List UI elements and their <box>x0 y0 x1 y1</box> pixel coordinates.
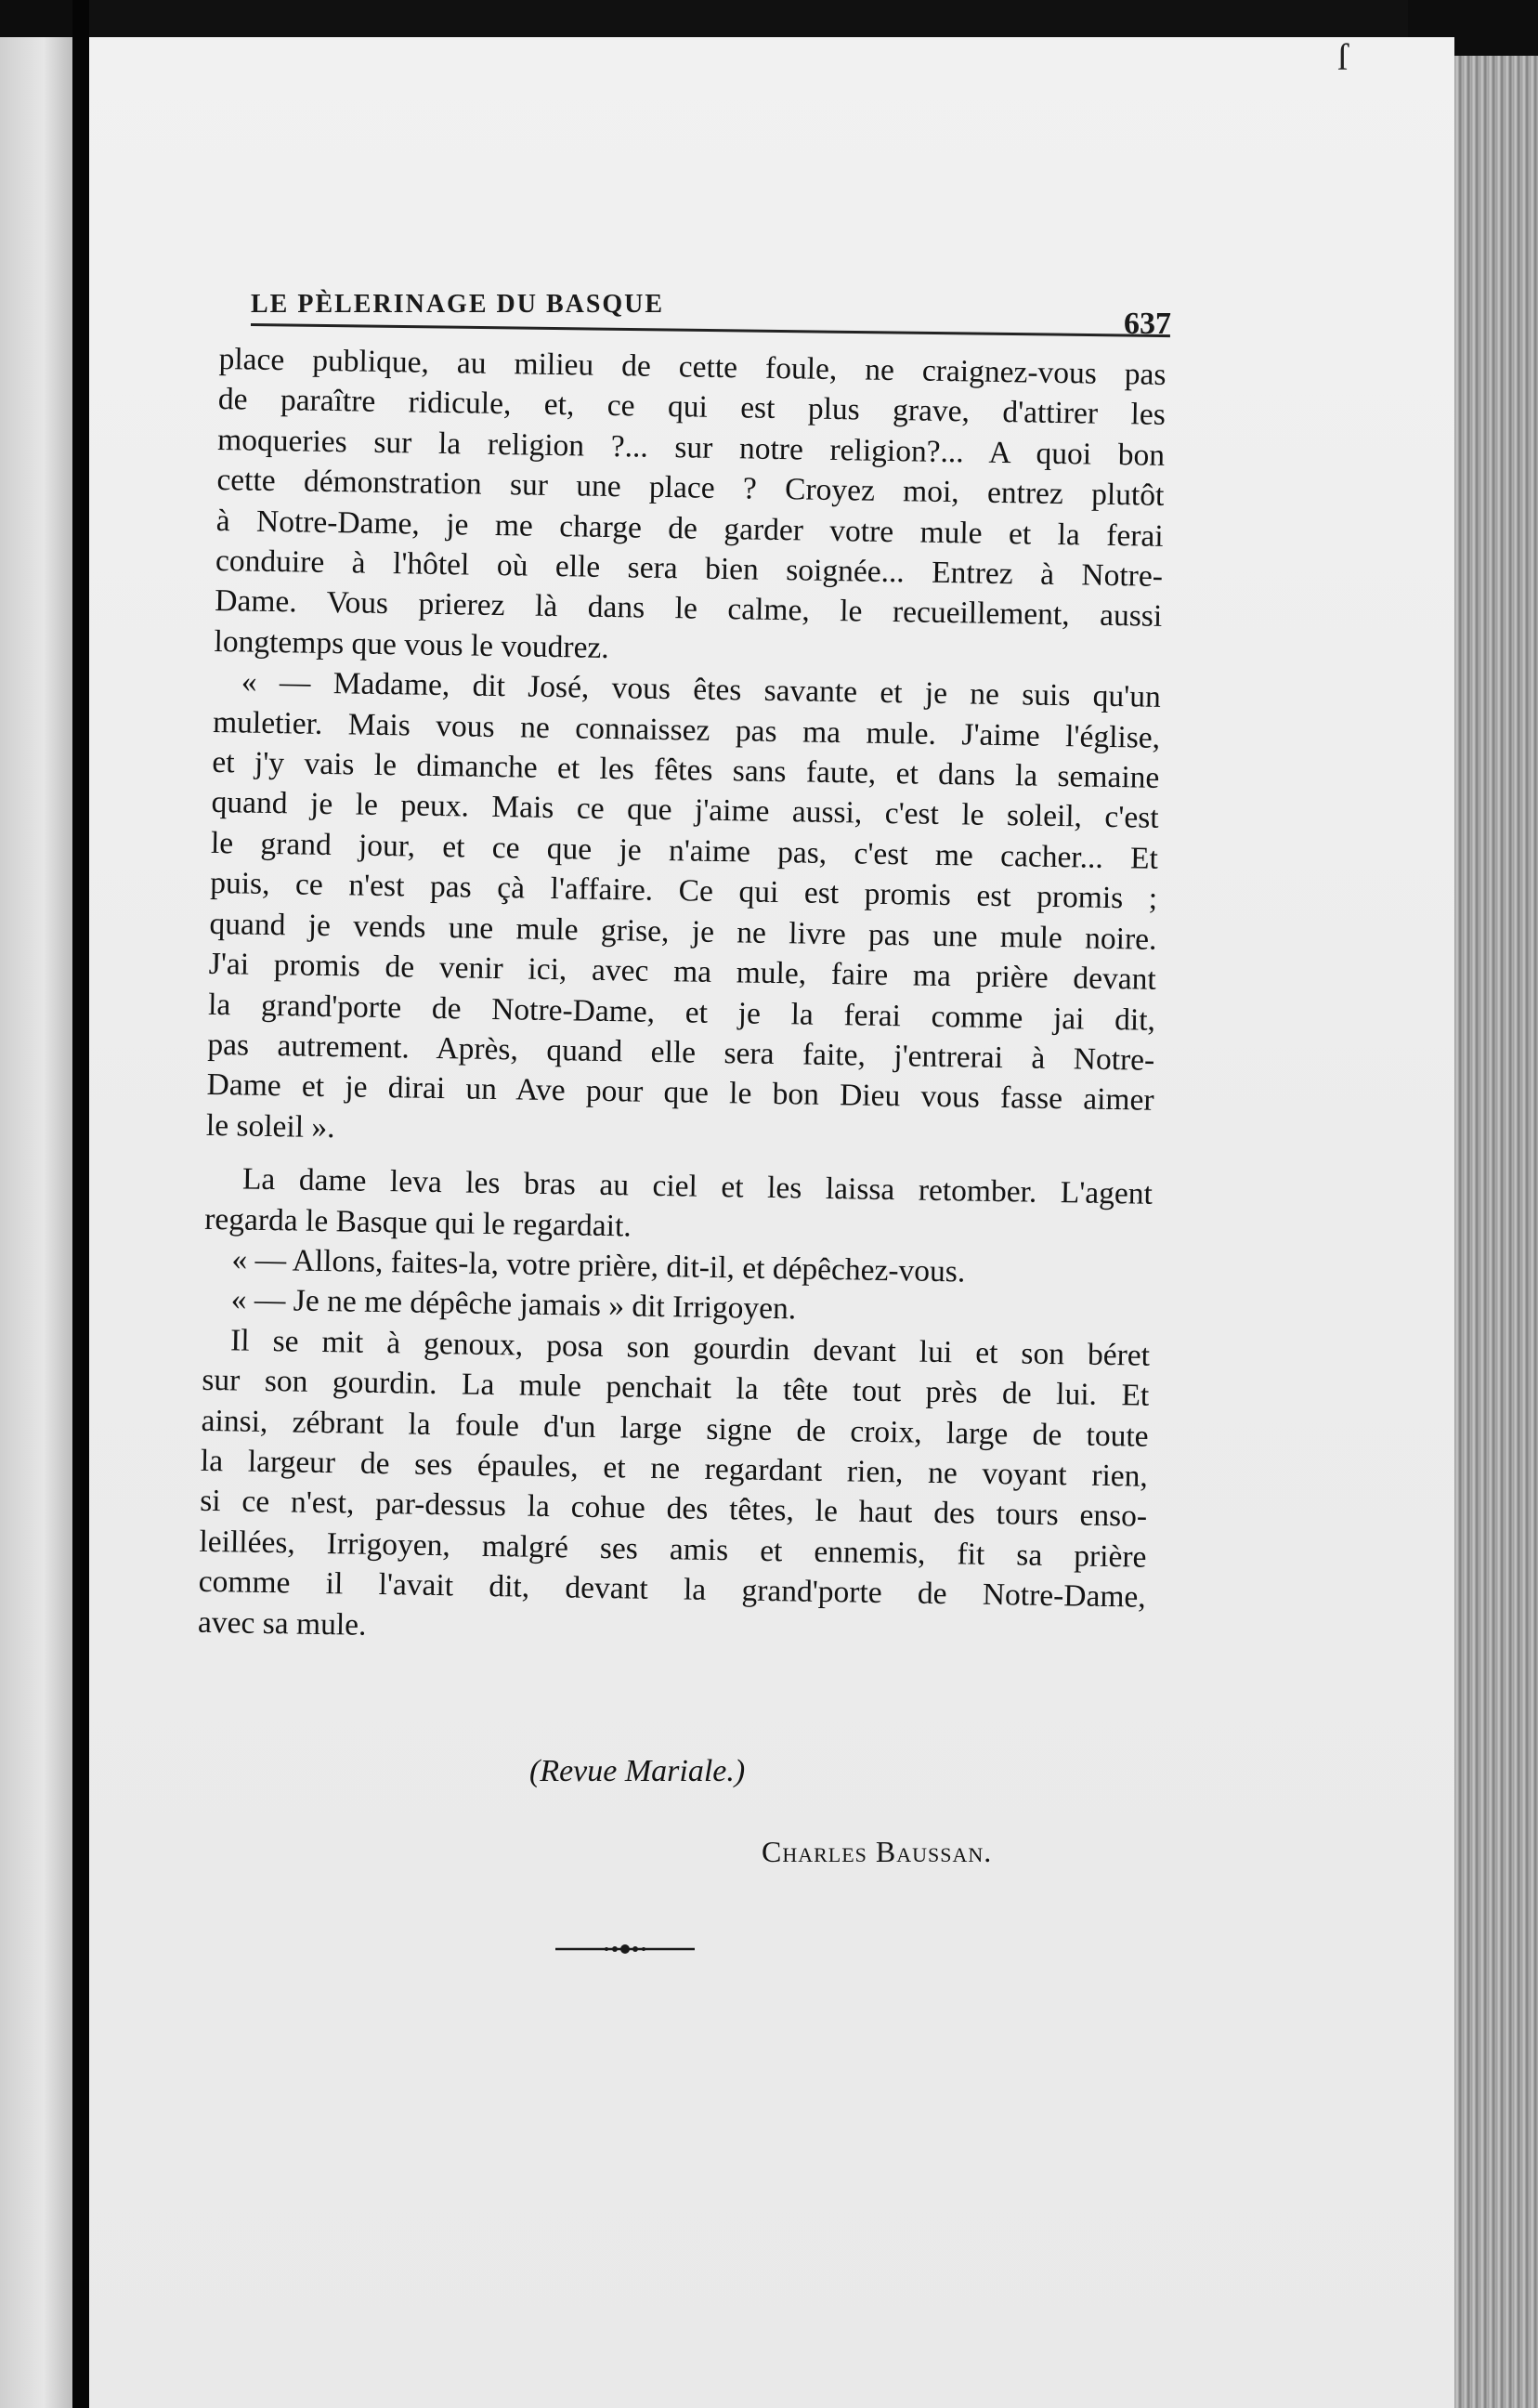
scan-border <box>89 0 1408 41</box>
text-line: Dame et je dirai un Ave pour que le bon Dieu vous fasse aimer <box>206 1067 1154 1119</box>
page-number: 637 <box>1124 307 1171 341</box>
text-line: Dame. Vous prierez là dans le calme, le recueillement, aussi <box>215 583 1163 635</box>
text-line: comme il l'avait dit, devant la grand'porte de Notre-Dame, <box>198 1564 1146 1615</box>
text-line: « — Allons, faites-la, votre prière, dit-il, et dépêchez-vous. <box>231 1242 966 1289</box>
text-line: avec sa mule. <box>197 1604 367 1642</box>
text-line: à Notre-Dame, je me charge de garder votre mule et la ferai <box>215 503 1164 554</box>
text-line: « — Je ne me dépêche jamais » dit Irrigoyen. <box>230 1282 797 1327</box>
source-citation: (Revue Mariale.) <box>529 1754 746 1788</box>
text-line: et j'y vais le dimanche et les fêtes sans faute, et dans la semaine <box>212 745 1160 795</box>
text-line: muletier. Mais vous ne connaissez pas ma mule. J'aime l'église, <box>212 704 1161 755</box>
text-line: leillées, Irrigoyen, malgré ses amis et ennemis, fit sa prière <box>199 1524 1147 1575</box>
text-line: la largeur de ses épaules, et ne regardant rien, ne voyant rien, <box>200 1443 1149 1494</box>
text-line: moqueries sur la religion ?... sur notre religion?... A quoi bon <box>216 422 1166 473</box>
text-line: quand je le peux. Mais ce que j'aime aussi, c'est le soleil, c'est <box>211 785 1159 836</box>
text-line: si ce n'est, par-dessus la cohue des têtes, le haut des tours enso- <box>199 1484 1148 1535</box>
pencil-mark-icon: ſ <box>1337 36 1349 78</box>
facing-page-edge <box>0 37 72 2408</box>
author-signature: Charles Baussan. <box>762 1835 993 1868</box>
text-line: conduire à l'hôtel où elle sera bien soignée... Entrez à Notre- <box>215 543 1164 594</box>
page-stack-edge <box>1454 56 1538 2408</box>
text-line: longtemps que vous le voudrez. <box>214 623 610 665</box>
text-line: le grand jour, et ce que je n'aime pas, c'est me cacher... Et <box>210 825 1159 876</box>
text-line: pas autrement. Après, quand elle sera faite, j'entrerai à Notre- <box>207 1027 1155 1078</box>
text-line: quand je vends une mule grise, je ne livre pas une mule noire. <box>209 906 1157 957</box>
text-line: ainsi, zébrant la foule d'un large signe de croix, large de toute <box>201 1403 1149 1454</box>
running-title: LE PÈLERINAGE DU BASQUE <box>251 290 665 319</box>
text-line: La dame leva les bras au ciel et les laissa retomber. L'agent <box>241 1161 1154 1211</box>
text-line: sur son gourdin. La mule penchait la tête tout près de lui. Et <box>202 1363 1150 1413</box>
text-line: J'ai promis de venir ici, avec ma mule, faire ma prière devant <box>208 947 1157 997</box>
article-body <box>198 339 1167 1658</box>
text-line: de paraître ridicule, et, ce qui est plus grave, d'attirer les <box>217 382 1167 433</box>
text-line: « — Madame, dit José, vous êtes savante et je ne suis qu'un <box>241 664 1162 715</box>
text-line: le soleil ». <box>205 1107 335 1145</box>
text-line: regarda le Basque qui le regardait. <box>203 1201 632 1244</box>
text-line: place publique, au milieu de cette foule, ne craignez-vous pas <box>218 341 1167 392</box>
book-gutter <box>72 0 89 2408</box>
tailpiece-ornament-icon <box>555 1942 695 1956</box>
text-line: puis, ce n'est pas çà l'affaire. Ce qui est promis est promis ; <box>209 866 1158 917</box>
text-line: Il se mit à genoux, posa son gourdin devant lui et son béret <box>229 1323 1151 1373</box>
text-line: la grand'porte de Notre-Dame, et je la ferai comme jai dit, <box>207 987 1156 1038</box>
text-line: cette démonstration sur une place ? Croyez moi, entrez plutôt <box>216 463 1165 514</box>
